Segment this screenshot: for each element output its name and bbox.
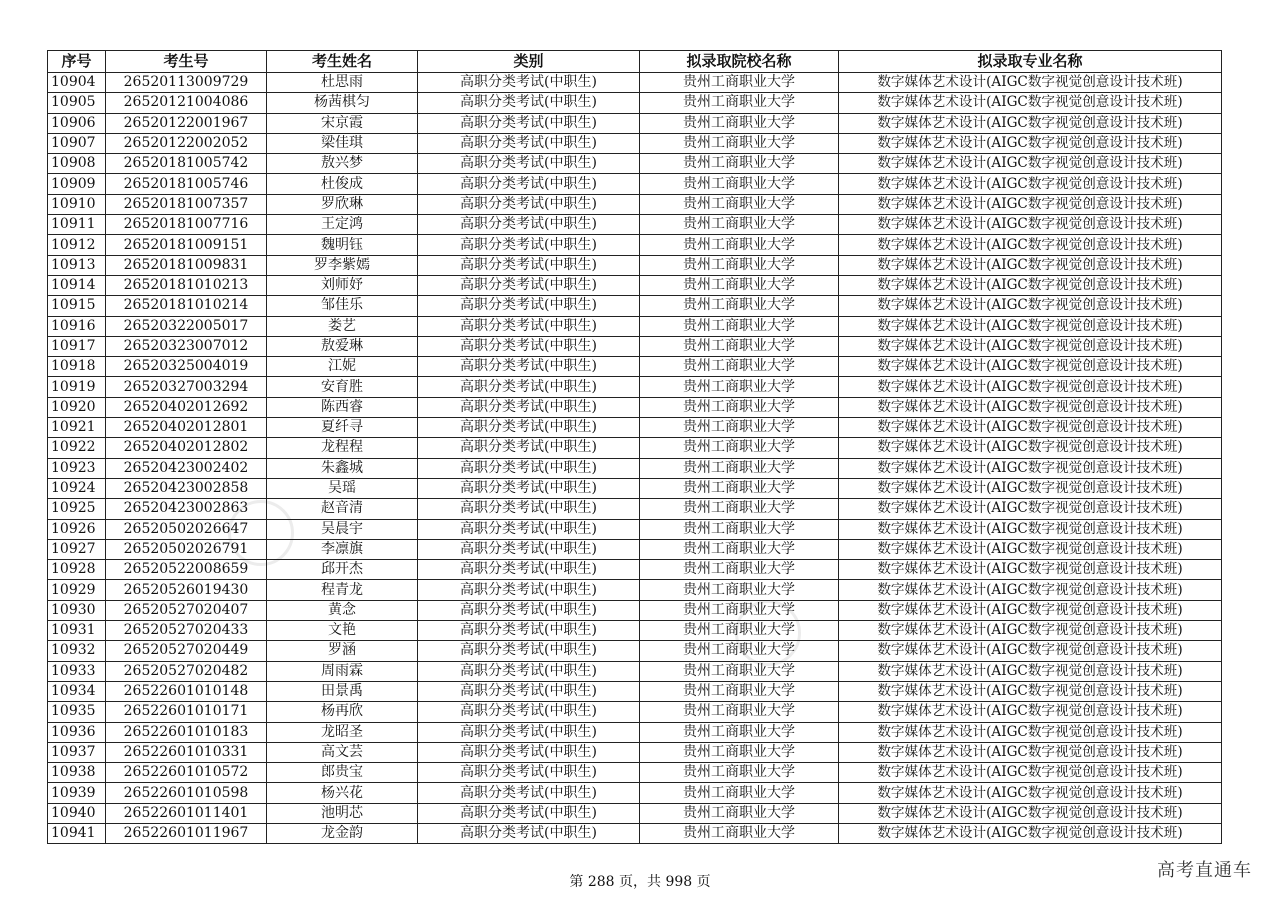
cell-name: 敖兴梦 [267, 154, 418, 174]
cell-school: 贵州工商职业大学 [640, 275, 839, 295]
cell-school: 贵州工商职业大学 [640, 499, 839, 519]
cell-seq: 10929 [48, 580, 106, 600]
cell-category: 高职分类考试(中职生) [418, 661, 640, 681]
cell-school: 贵州工商职业大学 [640, 235, 839, 255]
table-row [48, 235, 1222, 255]
cell-category: 高职分类考试(中职生) [418, 580, 640, 600]
cell-major: 数字媒体艺术设计(AIGC数字视觉创意设计技术班) [839, 600, 1222, 620]
table-row [48, 418, 1222, 438]
cell-school: 贵州工商职业大学 [640, 803, 839, 823]
cell-exam-id: 26520181009831 [106, 255, 267, 275]
cell-name: 龙金韵 [267, 823, 418, 843]
cell-name: 王定鸿 [267, 215, 418, 235]
header-major: 拟录取专业名称 [839, 51, 1222, 73]
cell-category: 高职分类考试(中职生) [418, 275, 640, 295]
cell-exam-id: 26520402012802 [106, 438, 267, 458]
cell-major: 数字媒体艺术设计(AIGC数字视觉创意设计技术班) [839, 215, 1222, 235]
cell-major: 数字媒体艺术设计(AIGC数字视觉创意设计技术班) [839, 499, 1222, 519]
cell-major: 数字媒体艺术设计(AIGC数字视觉创意设计技术班) [839, 580, 1222, 600]
cell-exam-id: 26522601010598 [106, 783, 267, 803]
table-row [48, 783, 1222, 803]
cell-category: 高职分类考试(中职生) [418, 641, 640, 661]
table-row [48, 357, 1222, 377]
table-row [48, 154, 1222, 174]
table-row [48, 478, 1222, 498]
cell-major: 数字媒体艺术设计(AIGC数字视觉创意设计技术班) [839, 154, 1222, 174]
cell-major: 数字媒体艺术设计(AIGC数字视觉创意设计技术班) [839, 113, 1222, 133]
cell-major: 数字媒体艺术设计(AIGC数字视觉创意设计技术班) [839, 641, 1222, 661]
cell-exam-id: 26520325004019 [106, 357, 267, 377]
cell-school: 贵州工商职业大学 [640, 215, 839, 235]
cell-exam-id: 26520181010214 [106, 296, 267, 316]
page-number: 第 288 页，共 998 页 [569, 874, 711, 890]
cell-major: 数字媒体艺术设计(AIGC数字视觉创意设计技术班) [839, 783, 1222, 803]
cell-school: 贵州工商职业大学 [640, 763, 839, 783]
cell-school: 贵州工商职业大学 [640, 641, 839, 661]
cell-name: 邱开杰 [267, 560, 418, 580]
cell-category: 高职分类考试(中职生) [418, 255, 640, 275]
table-row [48, 458, 1222, 478]
cell-name: 吴晨宇 [267, 519, 418, 539]
cell-school: 贵州工商职业大学 [640, 458, 839, 478]
cell-school: 贵州工商职业大学 [640, 722, 839, 742]
cell-category: 高职分类考试(中职生) [418, 519, 640, 539]
cell-school: 贵州工商职业大学 [640, 681, 839, 701]
cell-seq: 10925 [48, 499, 106, 519]
table-row [48, 377, 1222, 397]
cell-exam-id: 26520423002858 [106, 478, 267, 498]
cell-school: 贵州工商职业大学 [640, 357, 839, 377]
table-row [48, 641, 1222, 661]
cell-category: 高职分类考试(中职生) [418, 681, 640, 701]
cell-exam-id: 26520181007716 [106, 215, 267, 235]
cell-name: 宋京霞 [267, 113, 418, 133]
cell-name: 黄念 [267, 600, 418, 620]
cell-exam-id: 26520522008659 [106, 560, 267, 580]
cell-exam-id: 26522601010171 [106, 702, 267, 722]
cell-seq: 10923 [48, 458, 106, 478]
cell-exam-id: 26520402012692 [106, 397, 267, 417]
cell-category: 高职分类考试(中职生) [418, 73, 640, 93]
cell-school: 贵州工商职业大学 [640, 478, 839, 498]
cell-school: 贵州工商职业大学 [640, 73, 839, 93]
cell-seq: 10910 [48, 194, 106, 214]
cell-major: 数字媒体艺术设计(AIGC数字视觉创意设计技术班) [839, 397, 1222, 417]
cell-exam-id: 26520181010213 [106, 275, 267, 295]
cell-major: 数字媒体艺术设计(AIGC数字视觉创意设计技术班) [839, 133, 1222, 153]
cell-exam-id: 26522601010572 [106, 763, 267, 783]
table-row [48, 397, 1222, 417]
cell-name: 杜思雨 [267, 73, 418, 93]
cell-school: 贵州工商职业大学 [640, 377, 839, 397]
table-row [48, 438, 1222, 458]
cell-name: 龙程程 [267, 438, 418, 458]
cell-school: 贵州工商职业大学 [640, 600, 839, 620]
cell-exam-id: 26522601010183 [106, 722, 267, 742]
cell-major: 数字媒体艺术设计(AIGC数字视觉创意设计技术班) [839, 418, 1222, 438]
cell-school: 贵州工商职业大学 [640, 621, 839, 641]
cell-name: 陈西睿 [267, 397, 418, 417]
table-row [48, 722, 1222, 742]
cell-name: 邹佳乐 [267, 296, 418, 316]
cell-school: 贵州工商职业大学 [640, 296, 839, 316]
table-row [48, 194, 1222, 214]
cell-category: 高职分类考试(中职生) [418, 702, 640, 722]
table-row [48, 93, 1222, 113]
table-row [48, 316, 1222, 336]
cell-category: 高职分类考试(中职生) [418, 763, 640, 783]
cell-seq: 10931 [48, 621, 106, 641]
cell-major: 数字媒体艺术设计(AIGC数字视觉创意设计技术班) [839, 336, 1222, 356]
cell-seq: 10922 [48, 438, 106, 458]
cell-name: 赵音清 [267, 499, 418, 519]
watermark-corner-text: 高考直通车 [1157, 860, 1252, 881]
cell-exam-id: 26522601011967 [106, 823, 267, 843]
cell-exam-id: 26520323007012 [106, 336, 267, 356]
cell-major: 数字媒体艺术设计(AIGC数字视觉创意设计技术班) [839, 742, 1222, 762]
table-row [48, 661, 1222, 681]
table-header-row [48, 51, 1222, 73]
cell-exam-id: 26520423002863 [106, 499, 267, 519]
cell-category: 高职分类考试(中职生) [418, 560, 640, 580]
cell-major: 数字媒体艺术设计(AIGC数字视觉创意设计技术班) [839, 519, 1222, 539]
cell-school: 贵州工商职业大学 [640, 560, 839, 580]
table-row [48, 681, 1222, 701]
cell-exam-id: 26520502026647 [106, 519, 267, 539]
cell-name: 夏纤寻 [267, 418, 418, 438]
cell-major: 数字媒体艺术设计(AIGC数字视觉创意设计技术班) [839, 661, 1222, 681]
cell-seq: 10913 [48, 255, 106, 275]
cell-exam-id: 26520181009151 [106, 235, 267, 255]
cell-school: 贵州工商职业大学 [640, 823, 839, 843]
table-row [48, 275, 1222, 295]
cell-school: 贵州工商职业大学 [640, 194, 839, 214]
cell-school: 贵州工商职业大学 [640, 438, 839, 458]
table-row [48, 803, 1222, 823]
cell-exam-id: 26520181005746 [106, 174, 267, 194]
cell-exam-id: 26520502026791 [106, 539, 267, 559]
cell-seq: 10918 [48, 357, 106, 377]
cell-seq: 10940 [48, 803, 106, 823]
table-row [48, 560, 1222, 580]
cell-major: 数字媒体艺术设计(AIGC数字视觉创意设计技术班) [839, 458, 1222, 478]
cell-exam-id: 26520527020449 [106, 641, 267, 661]
cell-major: 数字媒体艺术设计(AIGC数字视觉创意设计技术班) [839, 194, 1222, 214]
cell-name: 罗涵 [267, 641, 418, 661]
cell-exam-id: 26520121004086 [106, 93, 267, 113]
cell-category: 高职分类考试(中职生) [418, 235, 640, 255]
cell-major: 数字媒体艺术设计(AIGC数字视觉创意设计技术班) [839, 722, 1222, 742]
cell-major: 数字媒体艺术设计(AIGC数字视觉创意设计技术班) [839, 763, 1222, 783]
cell-name: 高文芸 [267, 742, 418, 762]
table-row [48, 296, 1222, 316]
cell-exam-id: 26520402012801 [106, 418, 267, 438]
cell-major: 数字媒体艺术设计(AIGC数字视觉创意设计技术班) [839, 438, 1222, 458]
cell-name: 江妮 [267, 357, 418, 377]
cell-seq: 10938 [48, 763, 106, 783]
cell-category: 高职分类考试(中职生) [418, 823, 640, 843]
cell-major: 数字媒体艺术设计(AIGC数字视觉创意设计技术班) [839, 823, 1222, 843]
cell-seq: 10906 [48, 113, 106, 133]
cell-category: 高职分类考试(中职生) [418, 377, 640, 397]
table-row [48, 499, 1222, 519]
cell-category: 高职分类考试(中职生) [418, 742, 640, 762]
cell-exam-id: 26522601010331 [106, 742, 267, 762]
cell-exam-id: 26520423002402 [106, 458, 267, 478]
cell-major: 数字媒体艺术设计(AIGC数字视觉创意设计技术班) [839, 296, 1222, 316]
cell-seq: 10939 [48, 783, 106, 803]
cell-major: 数字媒体艺术设计(AIGC数字视觉创意设计技术班) [839, 539, 1222, 559]
cell-major: 数字媒体艺术设计(AIGC数字视觉创意设计技术班) [839, 255, 1222, 275]
cell-seq: 10932 [48, 641, 106, 661]
header-name: 考生姓名 [267, 51, 418, 73]
cell-seq: 10921 [48, 418, 106, 438]
table-row [48, 742, 1222, 762]
cell-major: 数字媒体艺术设计(AIGC数字视觉创意设计技术班) [839, 681, 1222, 701]
cell-seq: 10914 [48, 275, 106, 295]
cell-category: 高职分类考试(中职生) [418, 174, 640, 194]
cell-major: 数字媒体艺术设计(AIGC数字视觉创意设计技术班) [839, 73, 1222, 93]
cell-name: 周雨霖 [267, 661, 418, 681]
cell-category: 高职分类考试(中职生) [418, 397, 640, 417]
header-exam-id: 考生号 [106, 51, 267, 73]
cell-name: 杨兴花 [267, 783, 418, 803]
cell-major: 数字媒体艺术设计(AIGC数字视觉创意设计技术班) [839, 357, 1222, 377]
cell-name: 朱鑫城 [267, 458, 418, 478]
cell-exam-id: 26520322005017 [106, 316, 267, 336]
table-row [48, 823, 1222, 843]
cell-seq: 10924 [48, 478, 106, 498]
table-row [48, 73, 1222, 93]
cell-school: 贵州工商职业大学 [640, 336, 839, 356]
cell-major: 数字媒体艺术设计(AIGC数字视觉创意设计技术班) [839, 478, 1222, 498]
cell-exam-id: 26520181007357 [106, 194, 267, 214]
cell-name: 杜俊成 [267, 174, 418, 194]
cell-major: 数字媒体艺术设计(AIGC数字视觉创意设计技术班) [839, 93, 1222, 113]
cell-exam-id: 26520181005742 [106, 154, 267, 174]
cell-seq: 10917 [48, 336, 106, 356]
cell-school: 贵州工商职业大学 [640, 154, 839, 174]
table-row [48, 763, 1222, 783]
cell-seq: 10907 [48, 133, 106, 153]
cell-name: 李凛旗 [267, 539, 418, 559]
cell-major: 数字媒体艺术设计(AIGC数字视觉创意设计技术班) [839, 235, 1222, 255]
cell-school: 贵州工商职业大学 [640, 580, 839, 600]
cell-exam-id: 26520122002052 [106, 133, 267, 153]
cell-seq: 10916 [48, 316, 106, 336]
cell-exam-id: 26520527020482 [106, 661, 267, 681]
cell-category: 高职分类考试(中职生) [418, 722, 640, 742]
cell-name: 梁佳琪 [267, 133, 418, 153]
cell-category: 高职分类考试(中职生) [418, 458, 640, 478]
cell-seq: 10915 [48, 296, 106, 316]
cell-school: 贵州工商职业大学 [640, 418, 839, 438]
cell-name: 罗欣琳 [267, 194, 418, 214]
cell-exam-id: 26520113009729 [106, 73, 267, 93]
table-row [48, 580, 1222, 600]
cell-exam-id: 26520122001967 [106, 113, 267, 133]
cell-name: 杨茜棋匀 [267, 93, 418, 113]
table-row [48, 539, 1222, 559]
cell-category: 高职分类考试(中职生) [418, 499, 640, 519]
table-row [48, 133, 1222, 153]
cell-category: 高职分类考试(中职生) [418, 113, 640, 133]
table-body [48, 73, 1222, 844]
cell-name: 敖爱琳 [267, 336, 418, 356]
cell-seq: 10920 [48, 397, 106, 417]
header-category: 类别 [418, 51, 640, 73]
cell-name: 杨再欣 [267, 702, 418, 722]
table-row [48, 600, 1222, 620]
cell-school: 贵州工商职业大学 [640, 93, 839, 113]
cell-category: 高职分类考试(中职生) [418, 336, 640, 356]
table-row [48, 702, 1222, 722]
cell-name: 程青龙 [267, 580, 418, 600]
cell-category: 高职分类考试(中职生) [418, 478, 640, 498]
cell-seq: 10908 [48, 154, 106, 174]
header-school: 拟录取院校名称 [640, 51, 839, 73]
table-row [48, 113, 1222, 133]
cell-school: 贵州工商职业大学 [640, 519, 839, 539]
cell-school: 贵州工商职业大学 [640, 255, 839, 275]
cell-name: 池明芯 [267, 803, 418, 823]
cell-major: 数字媒体艺术设计(AIGC数字视觉创意设计技术班) [839, 174, 1222, 194]
cell-name: 郎贵宝 [267, 763, 418, 783]
cell-school: 贵州工商职业大学 [640, 539, 839, 559]
cell-seq: 10936 [48, 722, 106, 742]
cell-seq: 10933 [48, 661, 106, 681]
cell-exam-id: 26522601010148 [106, 681, 267, 701]
cell-name: 刘师妤 [267, 275, 418, 295]
cell-major: 数字媒体艺术设计(AIGC数字视觉创意设计技术班) [839, 621, 1222, 641]
cell-school: 贵州工商职业大学 [640, 742, 839, 762]
table-row [48, 255, 1222, 275]
cell-seq: 10919 [48, 377, 106, 397]
cell-category: 高职分类考试(中职生) [418, 316, 640, 336]
cell-seq: 10912 [48, 235, 106, 255]
cell-school: 贵州工商职业大学 [640, 316, 839, 336]
cell-category: 高职分类考试(中职生) [418, 621, 640, 641]
cell-seq: 10909 [48, 174, 106, 194]
admission-table-wrapper [47, 50, 1222, 844]
cell-name: 安育胜 [267, 377, 418, 397]
cell-major: 数字媒体艺术设计(AIGC数字视觉创意设计技术班) [839, 560, 1222, 580]
cell-category: 高职分类考试(中职生) [418, 418, 640, 438]
cell-name: 娄艺 [267, 316, 418, 336]
cell-category: 高职分类考试(中职生) [418, 357, 640, 377]
cell-major: 数字媒体艺术设计(AIGC数字视觉创意设计技术班) [839, 702, 1222, 722]
cell-category: 高职分类考试(中职生) [418, 154, 640, 174]
table-row [48, 621, 1222, 641]
table-row [48, 174, 1222, 194]
cell-seq: 10927 [48, 539, 106, 559]
admission-table [47, 50, 1222, 844]
header-seq: 序号 [48, 51, 106, 73]
cell-seq: 10926 [48, 519, 106, 539]
cell-category: 高职分类考试(中职生) [418, 133, 640, 153]
cell-exam-id: 26522601011401 [106, 803, 267, 823]
cell-school: 贵州工商职业大学 [640, 174, 839, 194]
cell-seq: 10928 [48, 560, 106, 580]
table-row [48, 215, 1222, 235]
cell-school: 贵州工商职业大学 [640, 661, 839, 681]
cell-seq: 10941 [48, 823, 106, 843]
cell-category: 高职分类考试(中职生) [418, 803, 640, 823]
cell-name: 龙昭圣 [267, 722, 418, 742]
cell-major: 数字媒体艺术设计(AIGC数字视觉创意设计技术班) [839, 275, 1222, 295]
cell-seq: 10930 [48, 600, 106, 620]
cell-name: 罗李紫嫣 [267, 255, 418, 275]
cell-category: 高职分类考试(中职生) [418, 215, 640, 235]
cell-name: 文艳 [267, 621, 418, 641]
cell-school: 贵州工商职业大学 [640, 113, 839, 133]
cell-name: 魏明钰 [267, 235, 418, 255]
cell-category: 高职分类考试(中职生) [418, 600, 640, 620]
cell-school: 贵州工商职业大学 [640, 702, 839, 722]
cell-category: 高职分类考试(中职生) [418, 438, 640, 458]
cell-seq: 10934 [48, 681, 106, 701]
cell-major: 数字媒体艺术设计(AIGC数字视觉创意设计技术班) [839, 377, 1222, 397]
cell-category: 高职分类考试(中职生) [418, 783, 640, 803]
cell-seq: 10911 [48, 215, 106, 235]
cell-school: 贵州工商职业大学 [640, 783, 839, 803]
table-row [48, 336, 1222, 356]
cell-name: 田景禹 [267, 681, 418, 701]
cell-category: 高职分类考试(中职生) [418, 539, 640, 559]
table-row [48, 519, 1222, 539]
cell-seq: 10935 [48, 702, 106, 722]
cell-seq: 10937 [48, 742, 106, 762]
cell-school: 贵州工商职业大学 [640, 397, 839, 417]
cell-exam-id: 26520527020433 [106, 621, 267, 641]
cell-exam-id: 26520526019430 [106, 580, 267, 600]
cell-exam-id: 26520327003294 [106, 377, 267, 397]
cell-seq: 10905 [48, 93, 106, 113]
cell-major: 数字媒体艺术设计(AIGC数字视觉创意设计技术班) [839, 803, 1222, 823]
cell-major: 数字媒体艺术设计(AIGC数字视觉创意设计技术班) [839, 316, 1222, 336]
cell-seq: 10904 [48, 73, 106, 93]
cell-name: 吴瑶 [267, 478, 418, 498]
cell-school: 贵州工商职业大学 [640, 133, 839, 153]
cell-category: 高职分类考试(中职生) [418, 296, 640, 316]
cell-exam-id: 26520527020407 [106, 600, 267, 620]
cell-category: 高职分类考试(中职生) [418, 194, 640, 214]
cell-category: 高职分类考试(中职生) [418, 93, 640, 113]
